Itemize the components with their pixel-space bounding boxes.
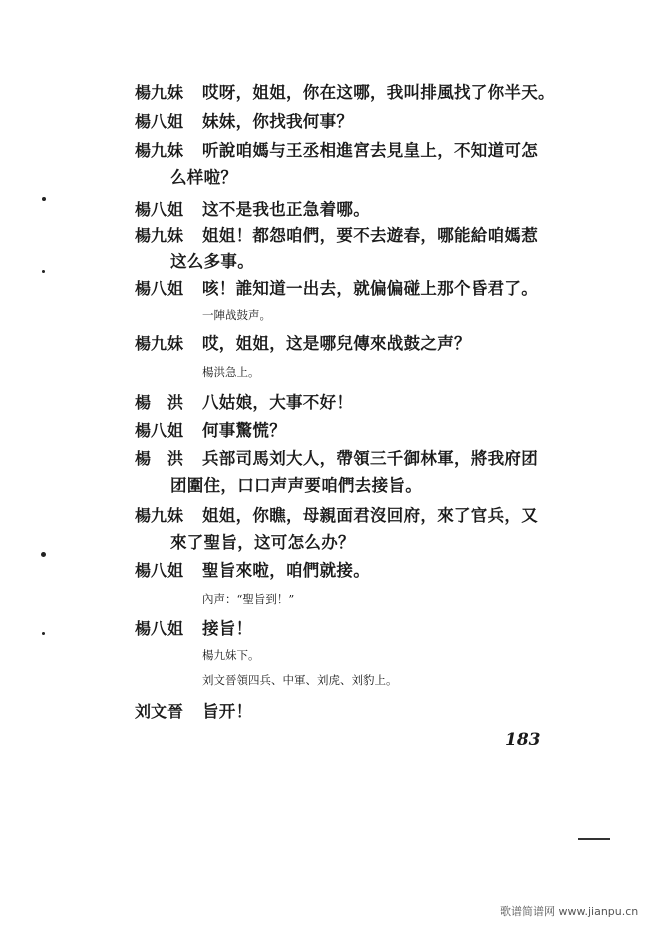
speech-text: 聖旨來啦，咱們就接。 (202, 561, 370, 580)
watermark-footer: 歌谱简谱网 www.jianpu.cn (500, 905, 639, 918)
scan-mark (578, 838, 610, 840)
stage-direction-text: 內声：“聖旨到！” (202, 592, 295, 606)
speech-continuation: 这么多事。 (170, 252, 254, 271)
dialogue-line (0, 446, 656, 476)
stage-direction (0, 589, 656, 619)
speaker-name: 楊八姐 (135, 279, 184, 298)
speaker-name: 楊九妹 (135, 334, 184, 353)
speaker-name: 楊九妹 (135, 83, 184, 102)
speaker-name: 楊八姐 (135, 421, 184, 440)
speaker-name: 楊八姐 (135, 561, 184, 580)
dialogue-line (0, 616, 656, 646)
scan-speck (42, 197, 46, 201)
stage-direction-text: 刘文晉領四兵、中軍、刘虎、刘豹上。 (202, 673, 398, 687)
dialogue-line (0, 390, 656, 420)
scan-speck (42, 632, 45, 635)
speech-text: 八姑娘，大事不好！ (202, 393, 354, 412)
dialogue-line (0, 138, 656, 168)
speech-text: 咳！誰知道一出去，就偏偏碰上那个昏君了。 (202, 279, 538, 298)
dialogue-line (0, 80, 656, 110)
speech-text: 旨开！ (202, 702, 253, 721)
dialogue-continuation (0, 165, 656, 195)
stage-direction-text: 楊九妹下。 (202, 648, 260, 662)
speech-text: 哎呀，姐姐，你在这哪，我叫排風找了你半天。 (202, 83, 555, 102)
speaker-name: 楊九妹 (135, 226, 184, 245)
dialogue-line (0, 331, 656, 361)
speech-text: 姐姐，你瞧，母親面君沒回府，來了官兵，又 (202, 506, 538, 525)
scan-speck (41, 552, 46, 557)
speaker-name: 楊 洪 (135, 393, 184, 412)
speech-text: 接旨！ (202, 619, 253, 638)
speech-text: 妹妹，你找我何事？ (202, 112, 354, 131)
speaker-name: 楊八姐 (135, 619, 184, 638)
stage-direction-text: 一陣战鼓声。 (202, 308, 271, 322)
speech-continuation: 团圍住，口口声声要咱們去接旨。 (170, 476, 422, 495)
speaker-name: 楊八姐 (135, 200, 184, 219)
speech-text: 兵部司馬刘大人，帶領三千御林軍，將我府团 (202, 449, 538, 468)
speaker-name: 楊八姐 (135, 112, 184, 131)
dialogue-continuation (0, 473, 656, 503)
speech-continuation: 么样啦？ (170, 168, 238, 187)
speech-text: 这不是我也正急着哪。 (202, 200, 370, 219)
dialogue-continuation (0, 530, 656, 560)
speech-text: 听說咱媽与王丞相進宮去見皇上，不知道可怎 (202, 141, 538, 160)
stage-direction-text: 楊洪急上。 (202, 365, 260, 379)
speaker-name: 楊 洪 (135, 449, 184, 468)
speaker-name: 楊九妹 (135, 506, 184, 525)
stage-direction (0, 362, 656, 392)
dialogue-line (0, 558, 656, 588)
speaker-name: 刘文晉 (135, 702, 184, 721)
speaker-name: 楊九妹 (135, 141, 184, 160)
stage-direction (0, 670, 656, 700)
page-number: 183 (505, 730, 541, 750)
dialogue-continuation (0, 249, 656, 279)
speech-text: 何事驚慌？ (202, 421, 286, 440)
speech-text: 哎，姐姐，这是哪兒傳來战鼓之声？ (202, 334, 471, 353)
speech-continuation: 來了聖旨，这可怎么办？ (170, 533, 355, 552)
dialogue-line (0, 109, 656, 139)
dialogue-line (0, 503, 656, 533)
dialogue-line (0, 418, 656, 448)
dialogue-line (0, 276, 656, 306)
speech-text: 姐姐！都怨咱們，要不去遊春，哪能給咱媽惹 (202, 226, 538, 245)
dialogue-line (0, 699, 656, 729)
scan-speck (42, 270, 45, 273)
